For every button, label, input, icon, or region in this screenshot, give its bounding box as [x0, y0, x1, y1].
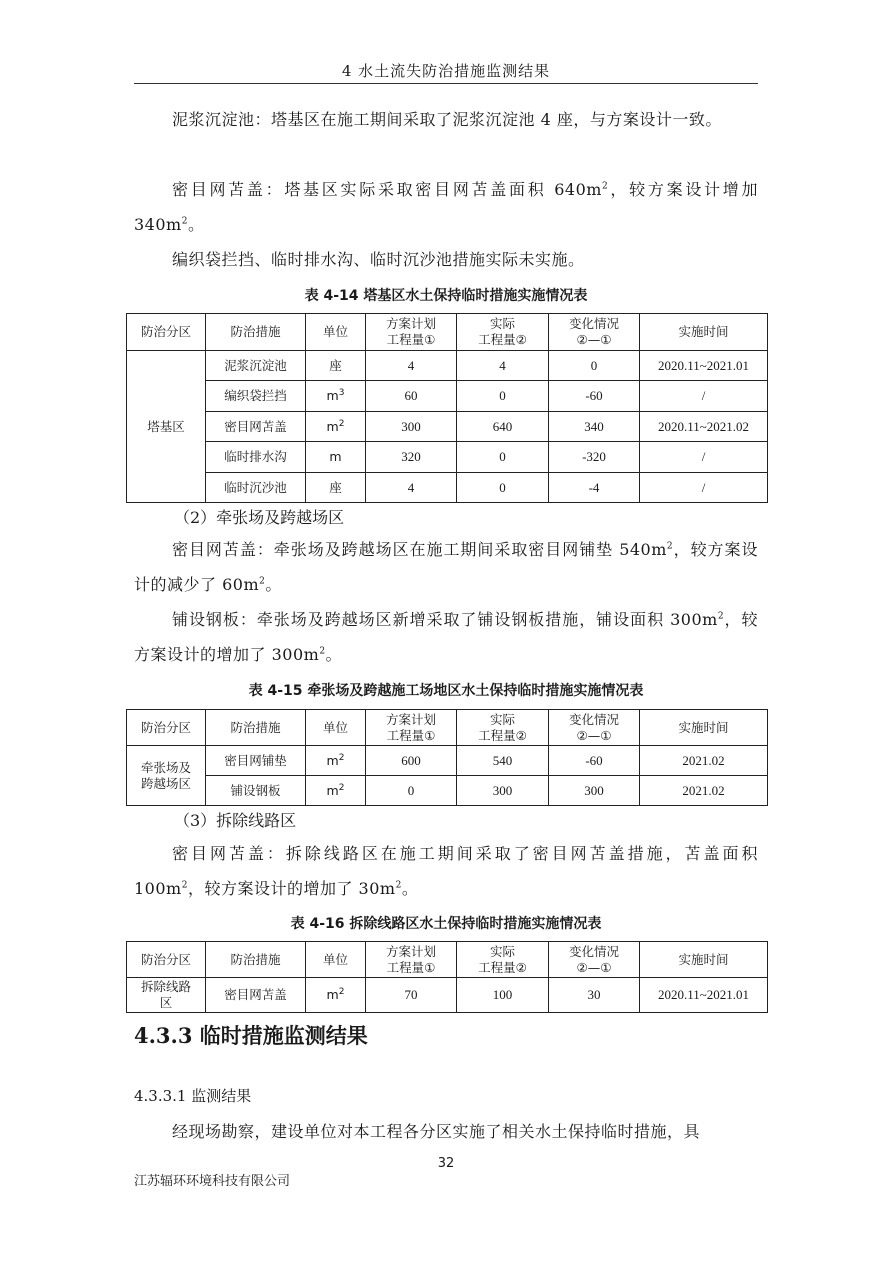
table-header-row [127, 710, 768, 746]
header-rule [134, 83, 758, 84]
actual-cell: 640 [457, 412, 549, 442]
text: 工程量① [386, 727, 436, 743]
time-cell: / [640, 381, 768, 412]
paragraph-not-implemented: 编织袋拦挡、临时排水沟、临时沉沙池措施实际未实施。 [172, 250, 585, 269]
col-actual [457, 314, 549, 351]
measure-cell: 临时排水沟 [206, 442, 306, 473]
section-heading-4-3-3: 4.3.3 临时措施监测结果 [134, 1023, 368, 1048]
table-row [127, 746, 768, 776]
unit-cell [306, 381, 366, 412]
table-header-row [127, 314, 768, 351]
unit-superscript: 2 [338, 418, 345, 429]
text: ②—① [576, 727, 612, 743]
company-footer: 江苏辐环环境科技有限公司 [134, 1174, 291, 1189]
paragraph-mud-sedimentation: 泥浆沉淀池：塔基区在施工期间采取了泥浆沉淀池 4 座，与方案设计一致。 [172, 110, 722, 129]
text: ，较方案设计的增加了 300m [134, 610, 758, 664]
table-4-15 [126, 709, 768, 806]
col-plan [366, 314, 457, 351]
col-actual [457, 942, 549, 978]
time-cell: 2021.02 [640, 746, 768, 776]
superscript-2: 2 [395, 880, 402, 891]
zone-cell: 塔基区 [127, 351, 206, 503]
text: 工程量② [478, 727, 527, 743]
actual-cell: 0 [457, 473, 549, 503]
change-cell: 300 [549, 776, 640, 806]
unit-superscript: 2 [338, 986, 345, 997]
text: 工程量② [478, 959, 527, 975]
col-zone: 防治分区 [127, 942, 206, 978]
col-change [549, 314, 640, 351]
text: ②—① [576, 332, 612, 347]
plan-cell: 300 [366, 412, 457, 442]
unit-superscript: 2 [338, 782, 345, 793]
change-cell: -60 [549, 381, 640, 412]
text: 牵张场及 [140, 759, 191, 775]
text: m [326, 418, 339, 434]
table-caption-4-15: 表 4-15 牵张场及跨越施工场地区水土保持临时措施实施情况表 [248, 683, 644, 699]
actual-cell: 0 [457, 442, 549, 473]
measure-cell: 密目网苫盖 [206, 412, 306, 442]
text: m [326, 782, 339, 798]
text: 跨越场区 [140, 775, 191, 791]
actual-cell: 100 [457, 978, 549, 1013]
actual-cell: 300 [457, 776, 549, 806]
plan-cell: 320 [366, 442, 457, 473]
measure-cell: 密目网苫盖 [206, 978, 306, 1013]
time-cell: / [640, 442, 768, 473]
table-4-14 [126, 313, 768, 503]
time-cell: 2021.02 [640, 776, 768, 806]
col-time: 实施时间 [640, 942, 768, 978]
unit-cell [306, 412, 366, 442]
plan-cell: 600 [366, 746, 457, 776]
text: 实际 [489, 316, 515, 331]
table-row [127, 351, 768, 381]
superscript-2: 2 [259, 576, 266, 587]
text: 实际 [489, 711, 515, 727]
table-row [127, 776, 768, 806]
text: m [326, 987, 339, 1002]
measure-cell: 密目网铺垫 [206, 746, 306, 776]
table-4-16 [126, 941, 768, 1013]
subsection-2: （2）牵张场及跨越场区 [174, 508, 345, 527]
change-cell: 340 [549, 412, 640, 442]
text: ，较方案设计增加 340m [134, 180, 758, 234]
text: 方案计划 [385, 316, 436, 331]
unit-cell [306, 473, 366, 503]
table-caption-4-14: 表 4-14 塔基区水土保持临时措施实施情况表 [304, 288, 588, 304]
col-unit: 单位 [306, 942, 366, 978]
plan-cell: 60 [366, 381, 457, 412]
text: 。 [401, 879, 419, 898]
paragraph-mesh-cover-tower [134, 172, 758, 242]
col-zone: 防治分区 [127, 710, 206, 746]
actual-cell: 4 [457, 351, 549, 381]
superscript-2: 2 [181, 880, 188, 891]
superscript-2: 2 [319, 646, 326, 657]
col-change [549, 942, 640, 978]
time-cell: 2020.11~2021.02 [640, 412, 768, 442]
text: 密目网苫盖：塔基区实际采取密目网苫盖面积 640m [172, 180, 602, 199]
col-time: 实施时间 [640, 314, 768, 351]
unit-cell [306, 776, 366, 806]
plan-cell: 70 [366, 978, 457, 1013]
col-unit: 单位 [306, 710, 366, 746]
running-header: 4 水土流失防治措施监测结果 [341, 62, 551, 80]
time-cell: 2020.11~2021.01 [640, 351, 768, 381]
text: 座 [329, 357, 342, 373]
text: 变化情况 [568, 316, 619, 331]
table-row [127, 978, 768, 1013]
superscript-2: 2 [181, 216, 188, 227]
plan-cell: 0 [366, 776, 457, 806]
superscript-2: 2 [601, 181, 609, 192]
change-cell: -60 [549, 746, 640, 776]
text: 变化情况 [568, 711, 619, 727]
superscript-2: 2 [666, 541, 674, 552]
text: 座 [329, 479, 342, 495]
col-measure: 防治措施 [206, 314, 306, 351]
actual-cell: 0 [457, 381, 549, 412]
unit-cell [306, 978, 366, 1013]
text: 实际 [489, 943, 515, 959]
unit-cell [306, 351, 366, 381]
zone-cell [127, 978, 206, 1013]
table-row [127, 473, 768, 503]
change-cell: -320 [549, 442, 640, 473]
zone-cell [127, 746, 206, 806]
text: ②—① [576, 959, 612, 975]
col-plan [366, 710, 457, 746]
table-row [127, 412, 768, 442]
col-zone: 防治分区 [127, 314, 206, 351]
col-measure: 防治措施 [206, 942, 306, 978]
text: 工程量① [386, 332, 436, 347]
subsection-3: （3）拆除线路区 [174, 811, 297, 830]
col-unit: 单位 [306, 314, 366, 351]
time-cell: 2020.11~2021.01 [640, 978, 768, 1013]
superscript-2: 2 [717, 611, 725, 622]
text: 工程量① [386, 959, 436, 975]
table-row [127, 442, 768, 473]
unit-superscript: 2 [338, 752, 345, 763]
col-time: 实施时间 [640, 710, 768, 746]
table-row [127, 381, 768, 412]
col-plan [366, 942, 457, 978]
text: m [326, 388, 339, 403]
unit-superscript: 3 [338, 387, 345, 398]
text: 。 [265, 575, 282, 594]
text: 密目网苫盖：拆除线路区在施工期间采取了密目网苫盖措施，苫盖面积 100m [134, 844, 758, 898]
text: 。 [325, 645, 343, 664]
col-change [549, 710, 640, 746]
text: m [329, 449, 342, 464]
measure-cell: 泥浆沉淀池 [206, 351, 306, 381]
text: 。 [187, 215, 205, 234]
measure-cell: 编织袋拦挡 [206, 381, 306, 412]
measure-cell: 临时沉沙池 [206, 473, 306, 503]
table-header-row [127, 942, 768, 978]
change-cell: 0 [549, 351, 640, 381]
text: 变化情况 [568, 943, 619, 959]
text: 方案计划 [385, 711, 436, 727]
text: 拆除线路 [140, 979, 191, 994]
plan-cell: 4 [366, 351, 457, 381]
col-measure: 防治措施 [206, 710, 306, 746]
change-cell: 30 [549, 978, 640, 1013]
paragraph-mesh-pad [134, 532, 758, 602]
actual-cell: 540 [457, 746, 549, 776]
time-cell: / [640, 473, 768, 503]
plan-cell: 4 [366, 473, 457, 503]
unit-cell [306, 442, 366, 473]
unit-cell [306, 746, 366, 776]
text: ，较方案设计的增加了 30m [187, 879, 396, 898]
page-number: 32 [437, 1156, 455, 1171]
paragraph-site-survey: 经现场勘察，建设单位对本工程各分区实施了相关水土保持临时措施，具 [172, 1122, 701, 1141]
text: 铺设钢板：牵张场及跨越场区新增采取了铺设钢板措施，铺设面积 300m [172, 610, 718, 629]
measure-cell: 铺设钢板 [206, 776, 306, 806]
text: 区 [159, 995, 173, 1010]
paragraph-dismantle-mesh [134, 836, 758, 906]
subsection-heading-4-3-3-1: 4.3.3.1 监测结果 [134, 1087, 252, 1105]
change-cell: -4 [549, 473, 640, 503]
text: m [326, 752, 339, 768]
text: ，较方案设计的减少了 60m [134, 540, 758, 594]
table-caption-4-16: 表 4-16 拆除线路区水土保持临时措施实施情况表 [290, 916, 602, 932]
text: 密目网苫盖：牵张场及跨越场区在施工期间采取密目网铺垫 540m [172, 540, 667, 559]
col-actual [457, 710, 549, 746]
text: 方案计划 [385, 943, 436, 959]
paragraph-steel-plate [134, 602, 758, 672]
text: 工程量② [478, 332, 527, 347]
